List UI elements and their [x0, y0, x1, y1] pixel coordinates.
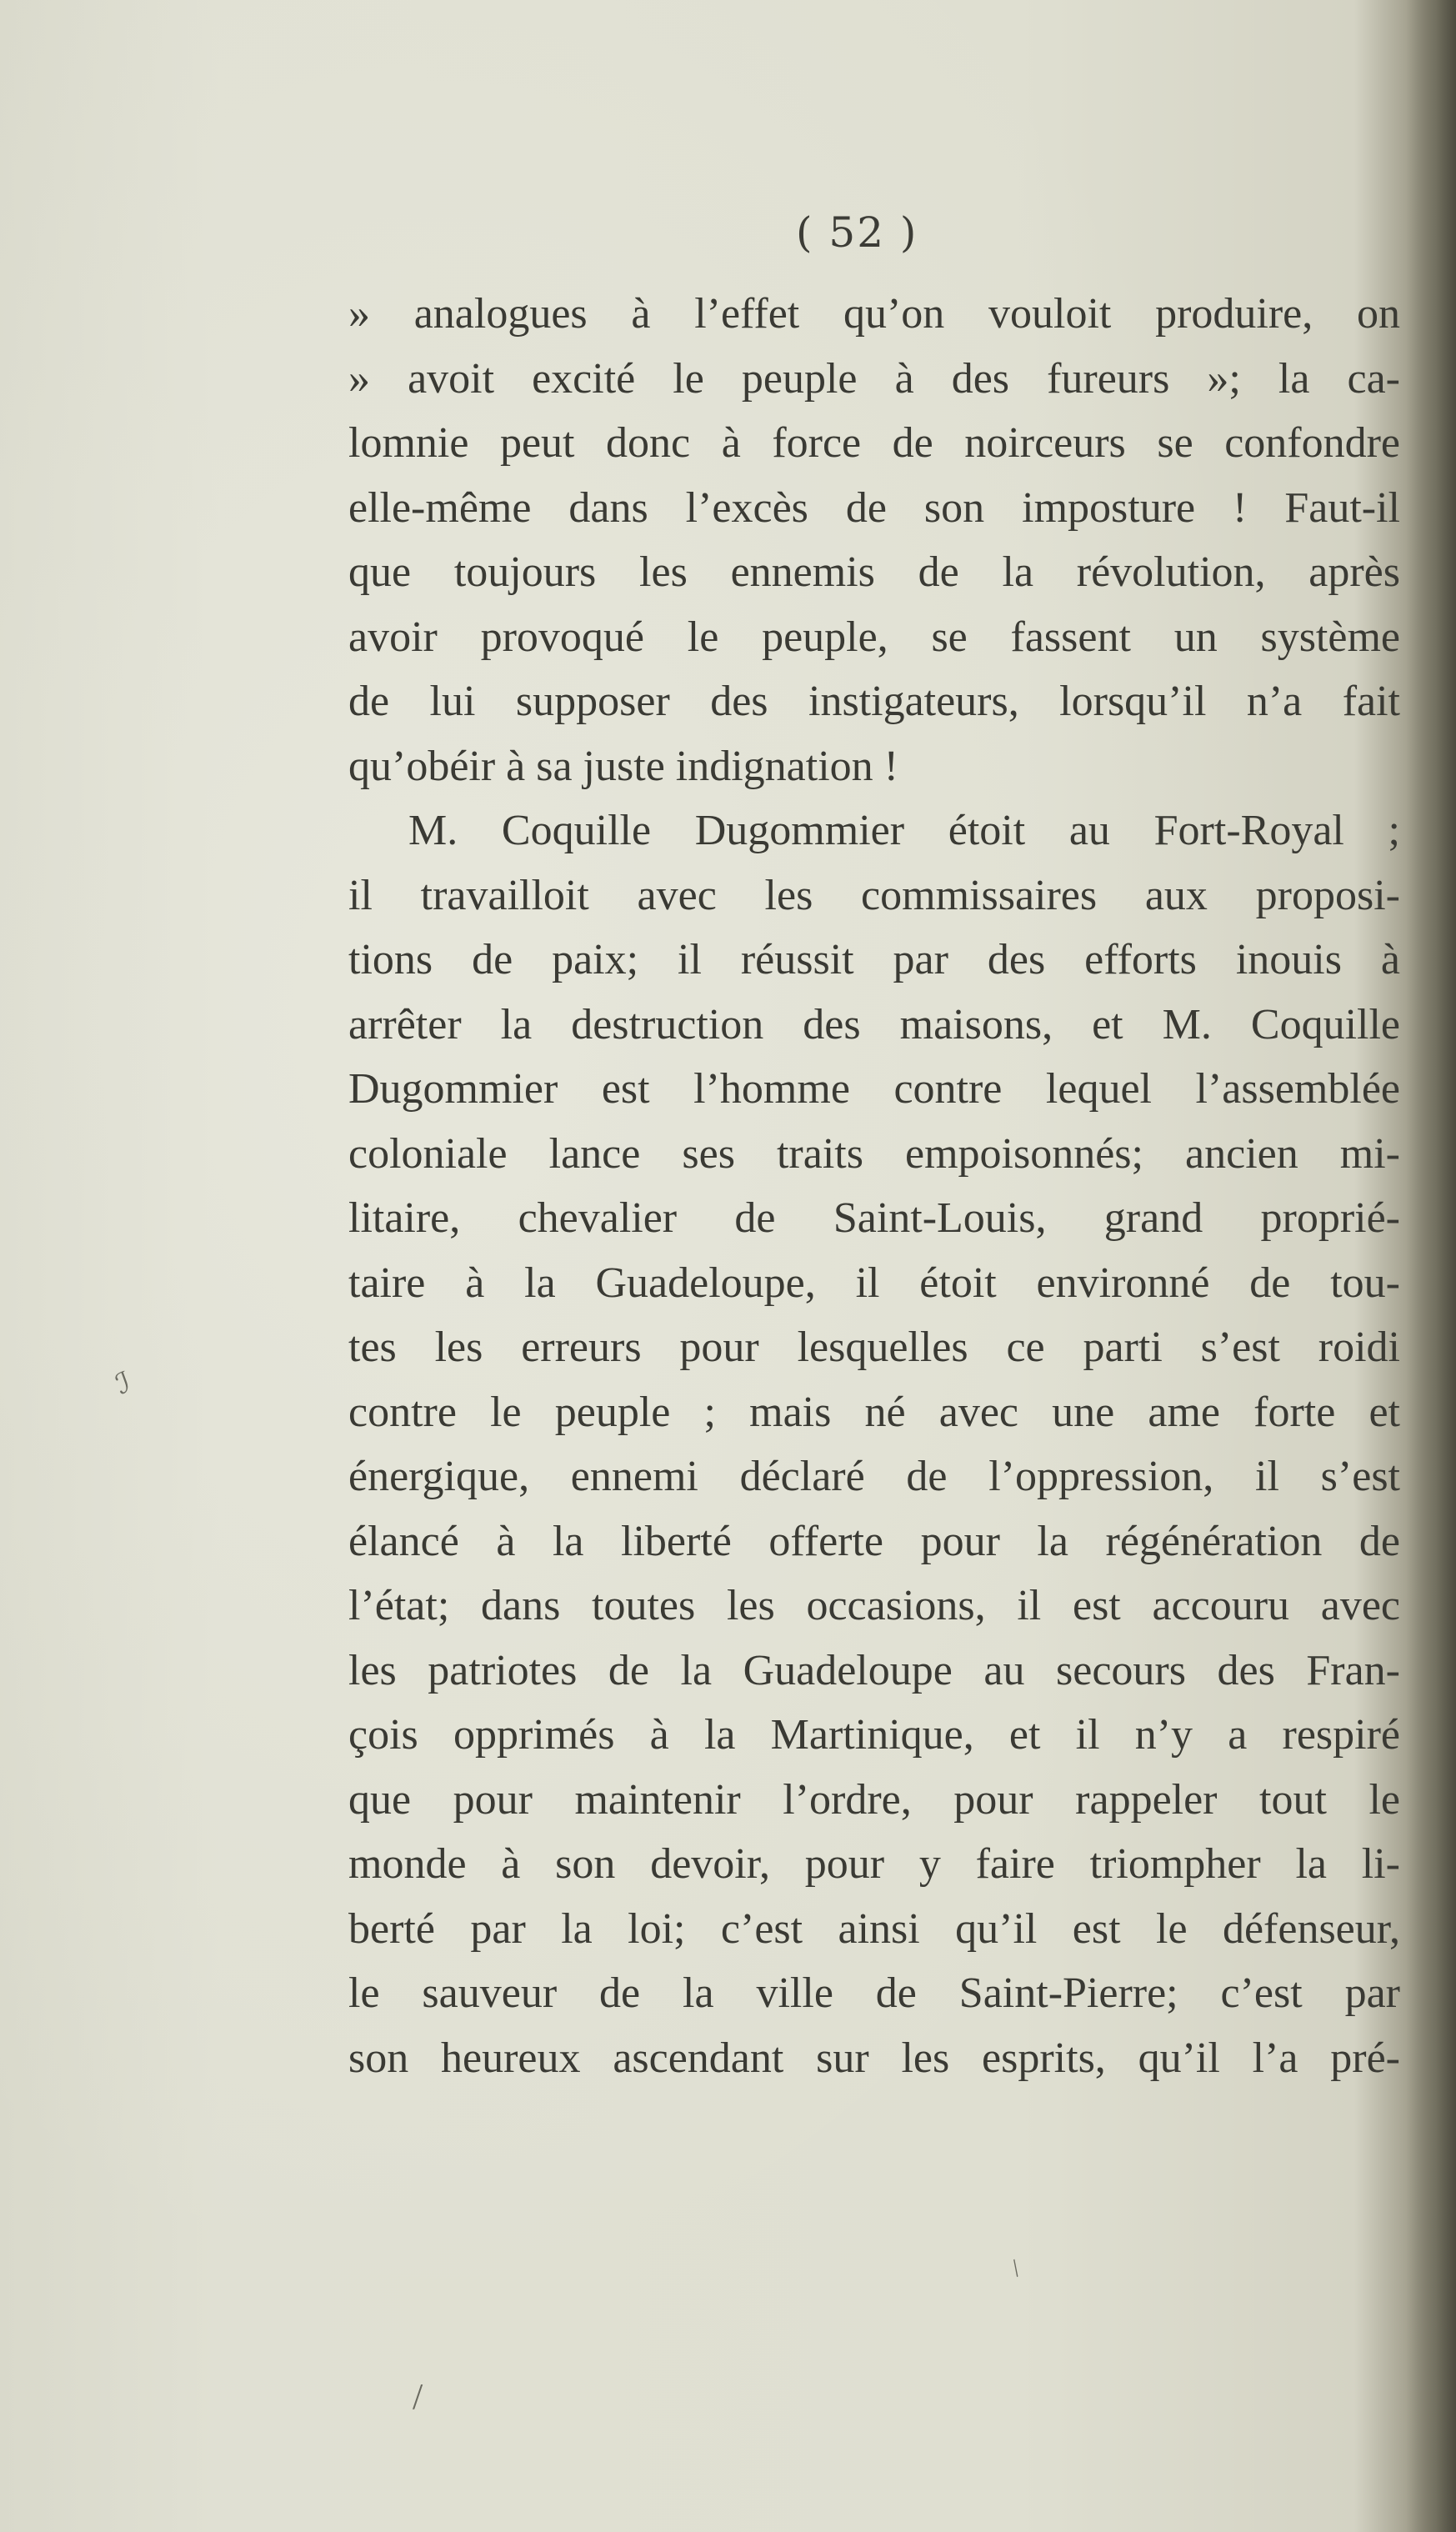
text-line: de lui supposer des instigateurs, lorsqu’il n’a fait: [348, 678, 1400, 725]
text-line: son heureux ascendant sur les esprits, qu’il l’a pré-: [348, 2034, 1400, 2082]
text-line: arrêter la destruction des maisons, et M. Coquille: [348, 1000, 1400, 1048]
text-line: tes les erreurs pour lesquelles ce parti s’est roidi: [348, 1324, 1400, 1371]
text-line: avoir provoqué le peuple, se fassent un système: [348, 613, 1400, 661]
body-text: [348, 282, 1400, 2090]
page-number: ( 52 ): [796, 208, 918, 257]
text-line: tions de paix; il réussit par des efforts inouis à: [348, 936, 1400, 983]
text-line: il travailloit avec les commissaires aux proposi-: [348, 871, 1400, 919]
paragraph-start-line: M. Coquille Dugommier étoit au Fort-Royal ;: [408, 807, 1400, 854]
text-line: » avoit excité le peuple à des fureurs »; la ca-: [348, 354, 1400, 403]
text-line: » analogues à l’effet qu’on vouloit produire, on: [348, 290, 1400, 338]
text-line: énergique, ennemi déclaré de l’oppression, il s’est: [348, 1453, 1400, 1500]
text-line: qu’obéir à sa juste indignation !: [348, 742, 898, 790]
bottom-pencil-mark: /: [413, 2376, 423, 2417]
text-line: elle-même dans l’excès de son imposture ! Faut-il: [348, 483, 1400, 532]
text-line: taire à la Guadeloupe, il étoit environné de tou-: [348, 1258, 1400, 1307]
text-line: lomnie peut donc à force de noirceurs se confondre: [348, 419, 1400, 467]
text-line: berté par la loi; c’est ainsi qu’il est le défenseur,: [348, 1904, 1400, 1953]
bottom-right-pencil-mark: /: [1006, 2254, 1026, 2282]
text-line: çois opprimés à la Martinique, et il n’y a respiré: [348, 1711, 1400, 1759]
text-line: Dugommier est l’homme contre lequel l’assemblée: [348, 1065, 1400, 1113]
text-line: l’état; dans toutes les occasions, il est accouru avec: [348, 1582, 1400, 1629]
text-line: les patriotes de la Guadeloupe au secours des Fran-: [348, 1646, 1400, 1694]
text-line: élancé à la liberté offerte pour la régénération de: [348, 1517, 1400, 1565]
text-line: contre le peuple ; mais né avec une ame forte et: [348, 1388, 1400, 1436]
text-line: que toujours les ennemis de la révolution, après: [348, 548, 1400, 596]
text-line: coloniale lance ses traits empoisonnés; ancien mi-: [348, 1129, 1400, 1178]
text-line: le sauveur de la ville de Saint-Pierre; c’est par: [348, 1969, 1400, 2017]
margin-pencil-mark: ℐ: [112, 1367, 136, 1401]
text-line: litaire, chevalier de Saint-Louis, grand proprié-: [348, 1194, 1400, 1242]
text-line: que pour maintenir l’ordre, pour rappeler tout le: [348, 1775, 1400, 1824]
page-edge-shadow: [1406, 0, 1456, 2532]
text-line: monde à son devoir, pour y faire triompher la li-: [348, 1840, 1400, 1888]
